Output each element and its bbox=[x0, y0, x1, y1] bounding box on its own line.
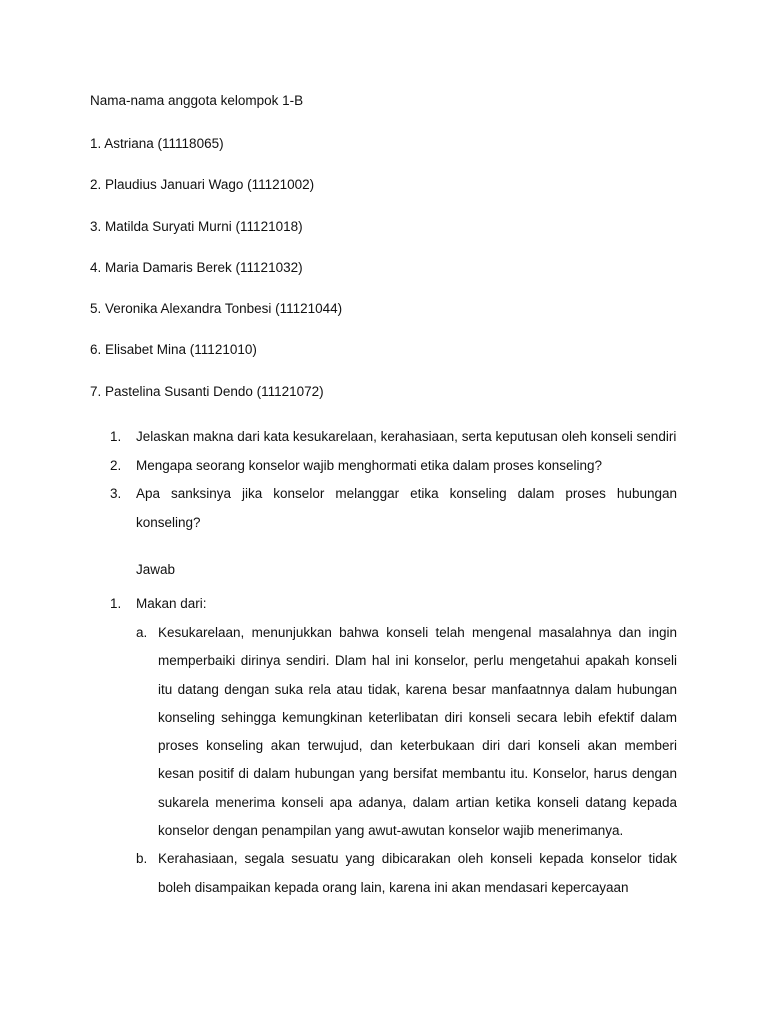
question-text: Mengapa seorang konselor wajib menghormati etika dalam proses konseling? bbox=[136, 457, 603, 473]
answer-title: Makan dari: bbox=[136, 596, 207, 611]
answer-sub-item bbox=[136, 619, 677, 845]
question-number: 1. bbox=[110, 429, 122, 444]
question-number: 2. bbox=[110, 457, 122, 473]
member-list bbox=[90, 134, 342, 423]
member-item: 1. Astriana (11118065) bbox=[90, 136, 224, 151]
sub-item-letter: a. bbox=[136, 625, 148, 640]
member-item: 7. Pastelina Susanti Dendo (11121072) bbox=[90, 383, 324, 399]
question-item bbox=[110, 423, 677, 452]
sub-item-letter: b. bbox=[136, 851, 148, 867]
answer-label: Jawab bbox=[136, 562, 176, 577]
group-heading: Nama-nama anggota kelompok 1-B bbox=[90, 93, 304, 108]
answer-list bbox=[110, 590, 677, 619]
answer-number: 1. bbox=[110, 596, 122, 611]
member-item: 3. Matilda Suryati Murni (11121018) bbox=[90, 218, 303, 234]
member-item: 2. Plaudius Januari Wago (11121002) bbox=[90, 177, 315, 193]
question-list bbox=[110, 423, 677, 537]
question-item bbox=[110, 452, 677, 481]
question-text: Apa sanksinya jika konselor melanggar etika konseling dalam proses hubungan konseling? bbox=[136, 486, 677, 530]
member-item: 4. Maria Damaris Berek (11121032) bbox=[90, 259, 303, 275]
answer-sub-item bbox=[136, 845, 677, 902]
member-item: 5. Veronika Alexandra Tonbesi (11121044) bbox=[90, 301, 343, 317]
answer-item bbox=[110, 590, 677, 619]
sub-item-text: Kesukarelaan, menunjukkan bahwa konseli telah mengenal masalahnya dan ingin memperbaiki dirinya sendiri. Dlam hal ini konselor, perlu mengetahui apakah konseli itu datang dengan suka rela atau tidak, karena besar manfaatnnya dalam hubungan konseling sehingga kemungkinan keterlibatan diri konseli secara lebih efektif dalam proses konseling akan terwujud, dan keterbukaan diri dari konseli akan memberi kesan positif di dalam hubungan yang bersifat membantu itu. Konselor, harus dengan sukarela menerima konseli apa adanya, dalam artian ketika konseli datang kepada konselor dengan penampilan yang awut-awutan konselor wajib menerimanya. bbox=[158, 625, 677, 839]
question-text: Jelaskan makna dari kata kesukarelaan, kerahasiaan, serta keputusan oleh konseli sendiri bbox=[136, 429, 677, 444]
answer-sub-list bbox=[136, 619, 677, 902]
sub-item-text: Kerahasiaan, segala sesuatu yang dibicarakan oleh konseli kepada konselor tidak boleh disampaikan kepada orang lain, karena ini akan mendasari kepercayaan bbox=[158, 851, 677, 895]
question-number: 3. bbox=[110, 486, 122, 501]
member-item: 6. Elisabet Mina (11121010) bbox=[90, 342, 257, 358]
question-item bbox=[110, 480, 677, 537]
